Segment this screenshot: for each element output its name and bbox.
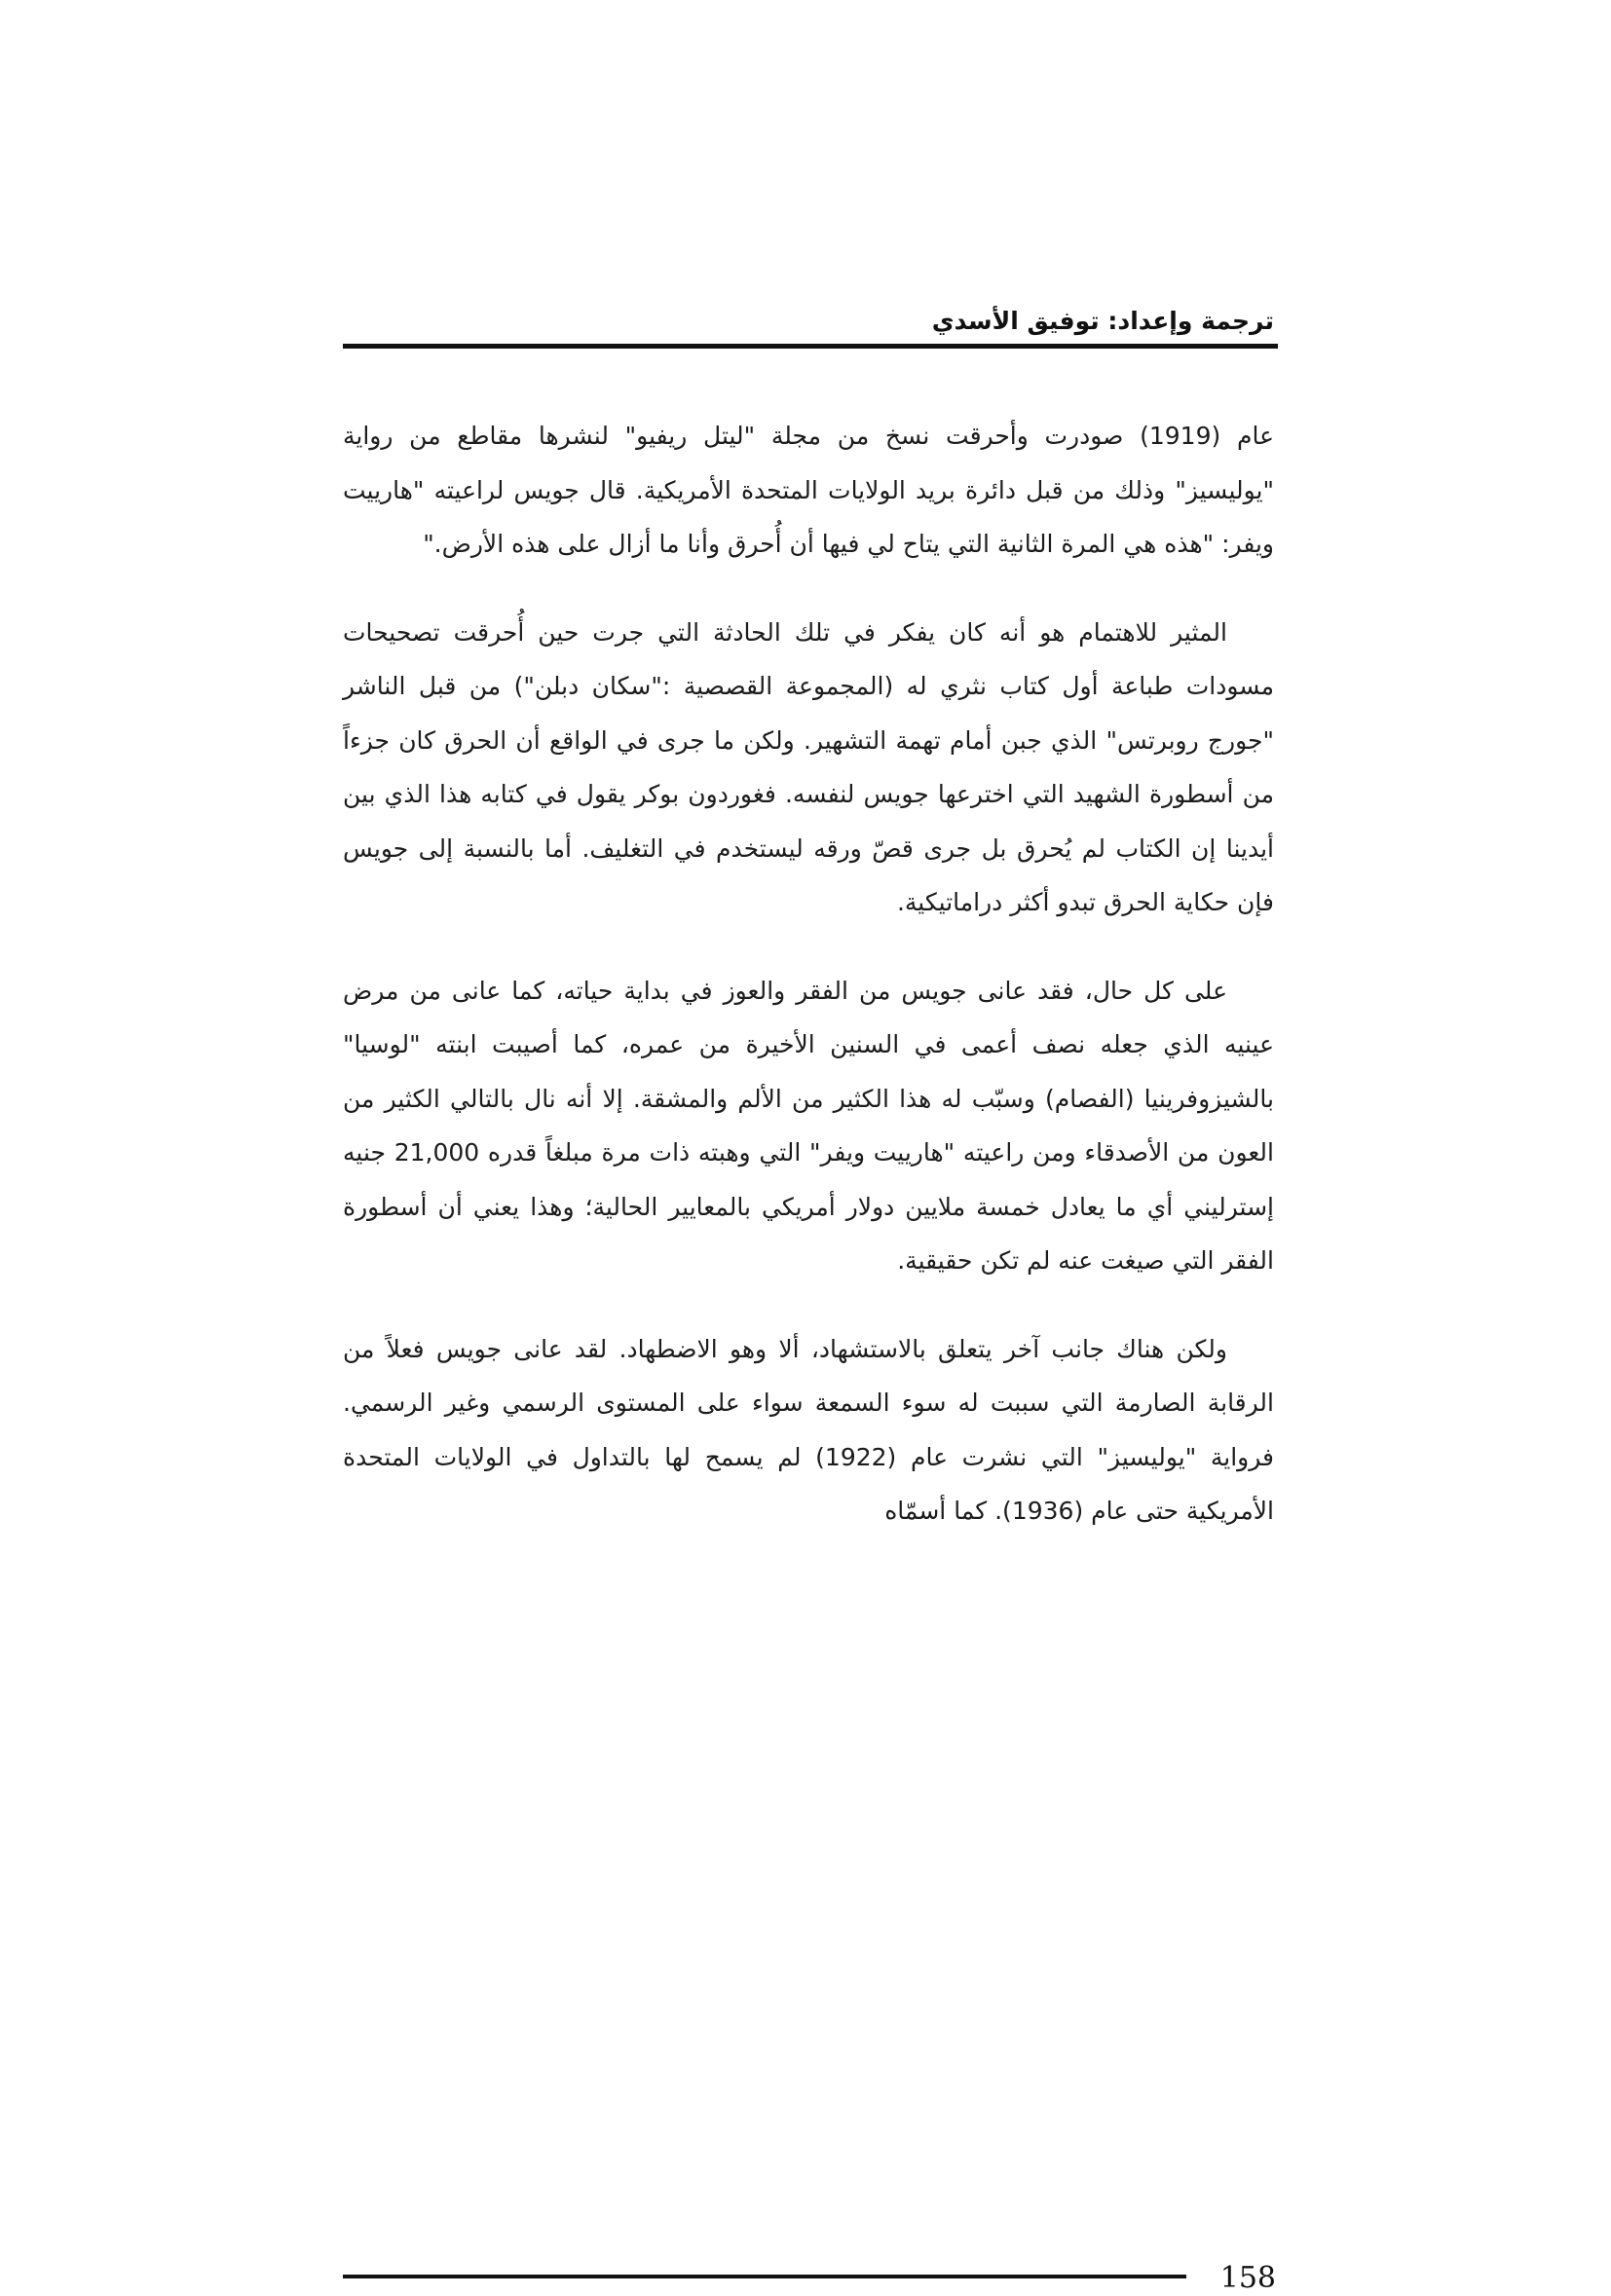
body-text: [343, 409, 1274, 1538]
header-divider-rule: [343, 344, 1278, 349]
paragraph-1: عام (1919) صودرت وأحرقت نسخ من مجلة "ليتل ريفيو" لنشرها مقاطع من رواية "يوليسيز" وذلك من قبل دائرة بريد الولايات المتحدة الأمريكية. قال جويس لراعيته "هارييت ويفر: "هذه هي المرة الثانية التي يتاح لي فيها أن أُحرق وأنا ما أزال على هذه الأرض.": [343, 422, 1274, 558]
footer-divider-rule: [343, 2275, 1186, 2278]
running-header-title: ترجمة وإعداد: توفيق الأسدي: [931, 307, 1274, 335]
page-number: 158: [1219, 2261, 1276, 2295]
paragraph-4: ولكن هناك جانب آخر يتعلق بالاستشهاد، ألا وهو الاضطهاد. لقد عانى جويس فعلاً من الرقابة الصارمة التي سببت له سوء السمعة سواء على المستوى الرسمي وغير الرسمي. فرواية "يوليسيز" التي نشرت عام (1922) لم يسمح لها بالتداول في الولايات المتحدة الأمريكية حتى عام (1936). كما أسمّاه: [343, 1334, 1274, 1525]
paragraph-3: على كل حال، فقد عانى جويس من الفقر والعوز في بداية حياته، كما عانى من مرض عينيه الذي جعله نصف أعمى في السنين الأخيرة من عمره، كما أصيبت ابنته "لوسيا" بالشيزوفرينيا (الفصام) وسبّب له هذا الكثير من الألم والمشقة. إلا أنه نال بالتالي الكثير من العون من الأصدقاء ومن راعيته "هارييت ويفر" التي وهبته ذات مرة مبلغاً قدره 21,000 جنيه إسترليني أي ما يعادل خمسة ملايين دولار أمريكي بالمعايير الحالية؛ وهذا يعني أن أسطورة الفقر التي صيغت عنه لم تكن حقيقية.: [343, 976, 1274, 1275]
paragraph-2: المثير للاهتمام هو أنه كان يفكر في تلك الحادثة التي جرت حين أُحرقت تصحيحات مسودات طباعة أول كتاب نثري له (المجموعة القصصية :"سكان دبلن") من قبل الناشر "جورج روبرتس" الذي جبن أمام تهمة التشهير. ولكن ما جرى في الواقع أن الحرق كان جزءاً من أسطورة الشهيد التي اخترعها جويس لنفسه. فغوردون بوكر يقول في كتابه هذا الذي بين أيدينا إن الكتاب لم يُحرق بل جرى قصّ ورقه ليستخدم في التغليف. أما بالنسبة إلى جويس فإن حكاية الحرق تبدو أكثر دراماتيكية.: [343, 617, 1274, 916]
